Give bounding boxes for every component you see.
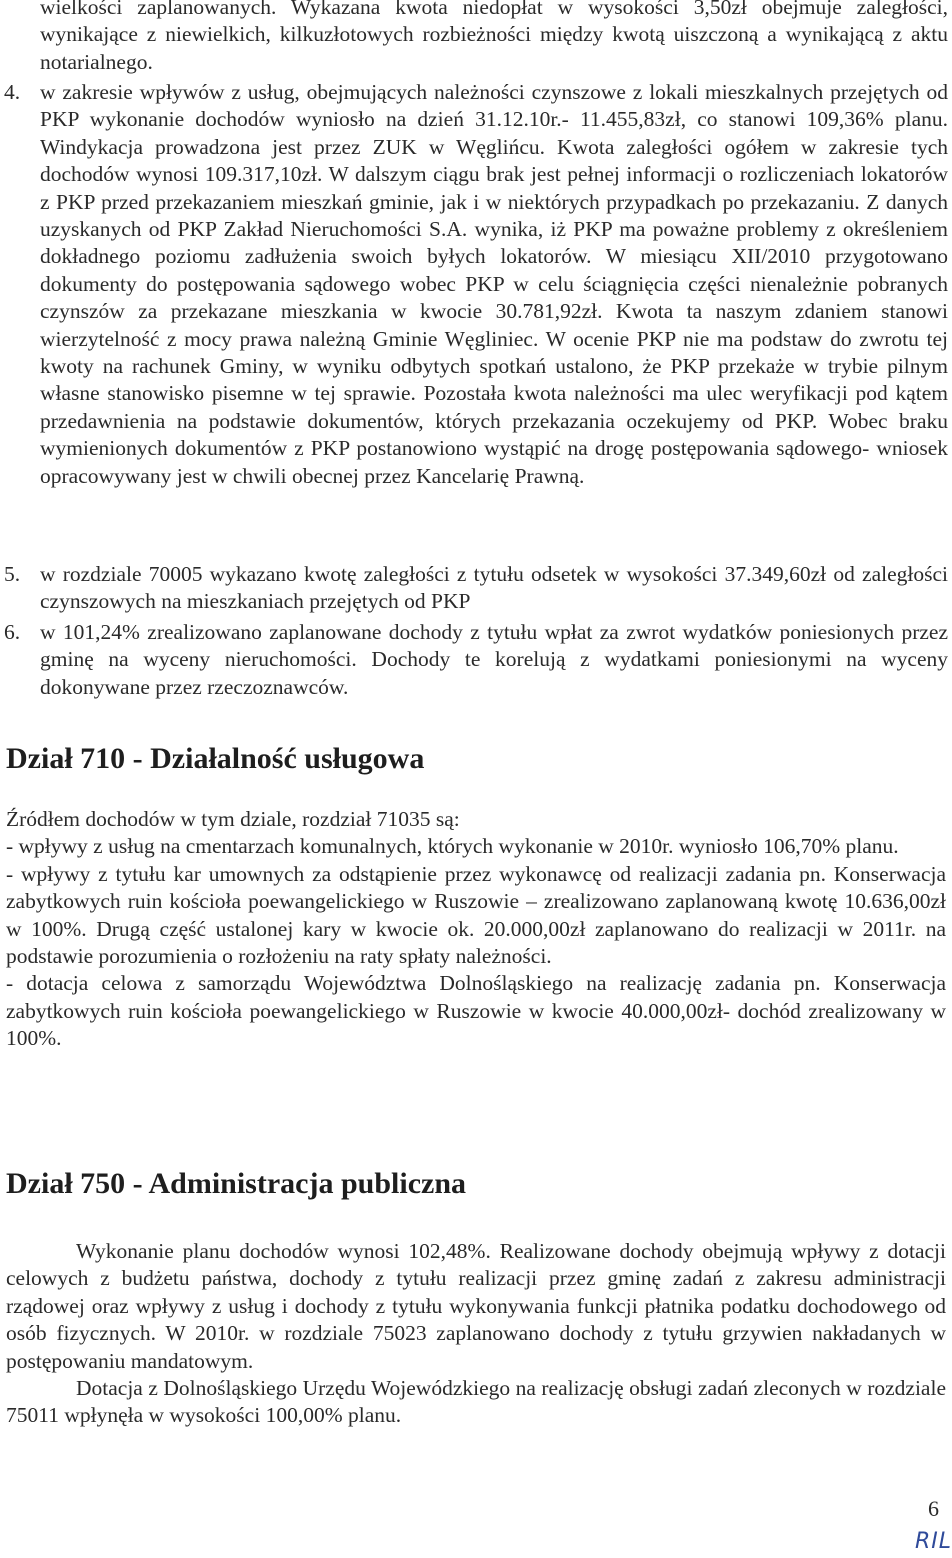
page-number: 6 (928, 1496, 939, 1521)
paragraph: Wykonanie planu dochodów wynosi 102,48%. Realizowane dochody obejmują wpływy z dotacji celowych z budżetu państwa, dochody z tytułu realizacji przez gminę zadań z zakresu administracji rządowej oraz wpływy z usług i dochody z tytułu wykonywania funkcji płatnika podatku dochodowego od osób fizycznych. W 2010r. w rozdziale 75023 zaplanowano dochody z tytułu grzywien nakładanych w postępowaniu mandatowym. (6, 1239, 946, 1373)
section-lead: Źródłem dochodów w tym dziale, rozdział 71035 są: (6, 807, 460, 831)
list-number: 4. (4, 80, 21, 104)
continuation-text: wielkości zaplanowanych. Wykazana kwota niedopłat w wysokości 3,50zł obejmuje zaległości, wynikające z niewielkich, kilkuzłotowych rozbieżności między kwotą uiszczoną a wynikającą z aktu notarialnego. (40, 0, 948, 74)
list-item-6 (0, 619, 948, 701)
paragraph: - wpływy z tytułu kar umownych za odstąpienie przez wykonawcę od realizacji zadania pn. Konserwacja zabytkowych ruin kościoła poewangelickiego w Ruszowie – zrealizowano zaplanowaną kwotę 10.636,00zł w 100%. Drugą część ustalonej kary w kwocie ok. 20.000,00zł zaplanowano do realizacji w 2011r. na podstawie porozumienia o rozłożeniu na raty spłaty należności. (6, 861, 946, 969)
section-heading-750: Dział 750 - Administracja publiczna (6, 1167, 467, 1200)
list-item-4 (0, 79, 948, 490)
list-number: 6. (4, 620, 21, 644)
continuation-paragraph (40, 0, 948, 76)
section-heading-710: Dział 710 - Działalność usługowa (6, 742, 425, 775)
list-item-text: w 101,24% zrealizowano zaplanowane dochody z tytułu wpłat za zwrot wydatków poniesionych przez gminę na wyceny nieruchomości. Dochody te korelują z wydatkami poniesionymi na wyceny dokonywane przez rzeczoznawców. (40, 620, 948, 699)
list-item-text: w zakresie wpływów z usług, obejmujących należności czynszowe z lokali mieszkalnych przejętych od PKP wykonanie dochodów wyniosło na dzień 31.12.10r.- 11.455,83zł, co stanowi 109,36% planu. Windykacja prowadzona jest przez ZUK w Węglińcu. Kwota zaległości ogółem w zakresie tych dochodów wynosi 109.317,10zł. W dalszym ciągu brak jest pełnej informacji o rozliczeniach lokatorów z PKP przed przekazaniem mieszkań gminie, jak i w niektórych przypadkach po przekazaniu. Z danych uzyskanych od PKP Zakład Nieruchomości S.A. wynika, iż PKP ma poważne problemy z określeniem dokładnego poziomu zadłużenia swoich byłych lokatorów. W miesiącu XII/2010 przygotowano dokumenty do postępowania sądowego wobec PKP w celu ściągnięcia części nienależnie pobranych czynszów za przekazane mieszkania w kwocie 30.781,92zł. Kwota ta naszym zdaniem stanowi wierzytelność z mocy prawa należną Gminie Węgliniec. W ocenie PKP nie ma podstaw do zwrotu tej kwoty na rachunek Gminy, w wyniku odbytych spotkań ustalono, że PKP przekaże w trybie pilnym własne stanowisko pisemne w tej sprawie. Pozostała kwota należności ma ulec weryfikacji pod kątem przedawnienia na podstawie dokumentów, których przekazania oczekujemy od PKP. Wobec braku wymienionych dokumentów z PKP postanowiono wystąpić na drogę postępowania sądowego- wniosek opracowywany jest w chwili obecnej przez Kancelarię Prawną. (40, 80, 948, 488)
list-item-text: w rozdziale 70005 wykazano kwotę zaległości z tytułu odsetek w wysokości 37.349,60zł od zaległości czynszowych na mieszkaniach przejętych od PKP (40, 562, 948, 614)
section-750-body (6, 1238, 946, 1430)
list-number: 5. (4, 562, 21, 586)
paragraph: - dotacja celowa z samorządu Województwa Dolnośląskiego na realizację zadania pn. Konserwacja zabytkowych ruin kościoła poewangelickiego w Ruszowie w kwocie 40.000,00zł- dochód zrealizowany w 100%. (6, 971, 946, 1051)
handwritten-initials: RIL (915, 1529, 952, 1554)
paragraph: - wpływy z usług na cmentarzach komunalnych, których wykonanie w 2010r. wyniosło 106,70% planu. (6, 834, 899, 859)
list-item-5 (0, 561, 948, 616)
paragraph: Dotacja z Dolnośląskiego Urzędu Wojewódzkiego na realizację obsługi zadań zleconych w rozdziale 75011 wpłynęła w wysokości 100,00% planu. (6, 1376, 946, 1428)
section-710-body (6, 806, 946, 1053)
